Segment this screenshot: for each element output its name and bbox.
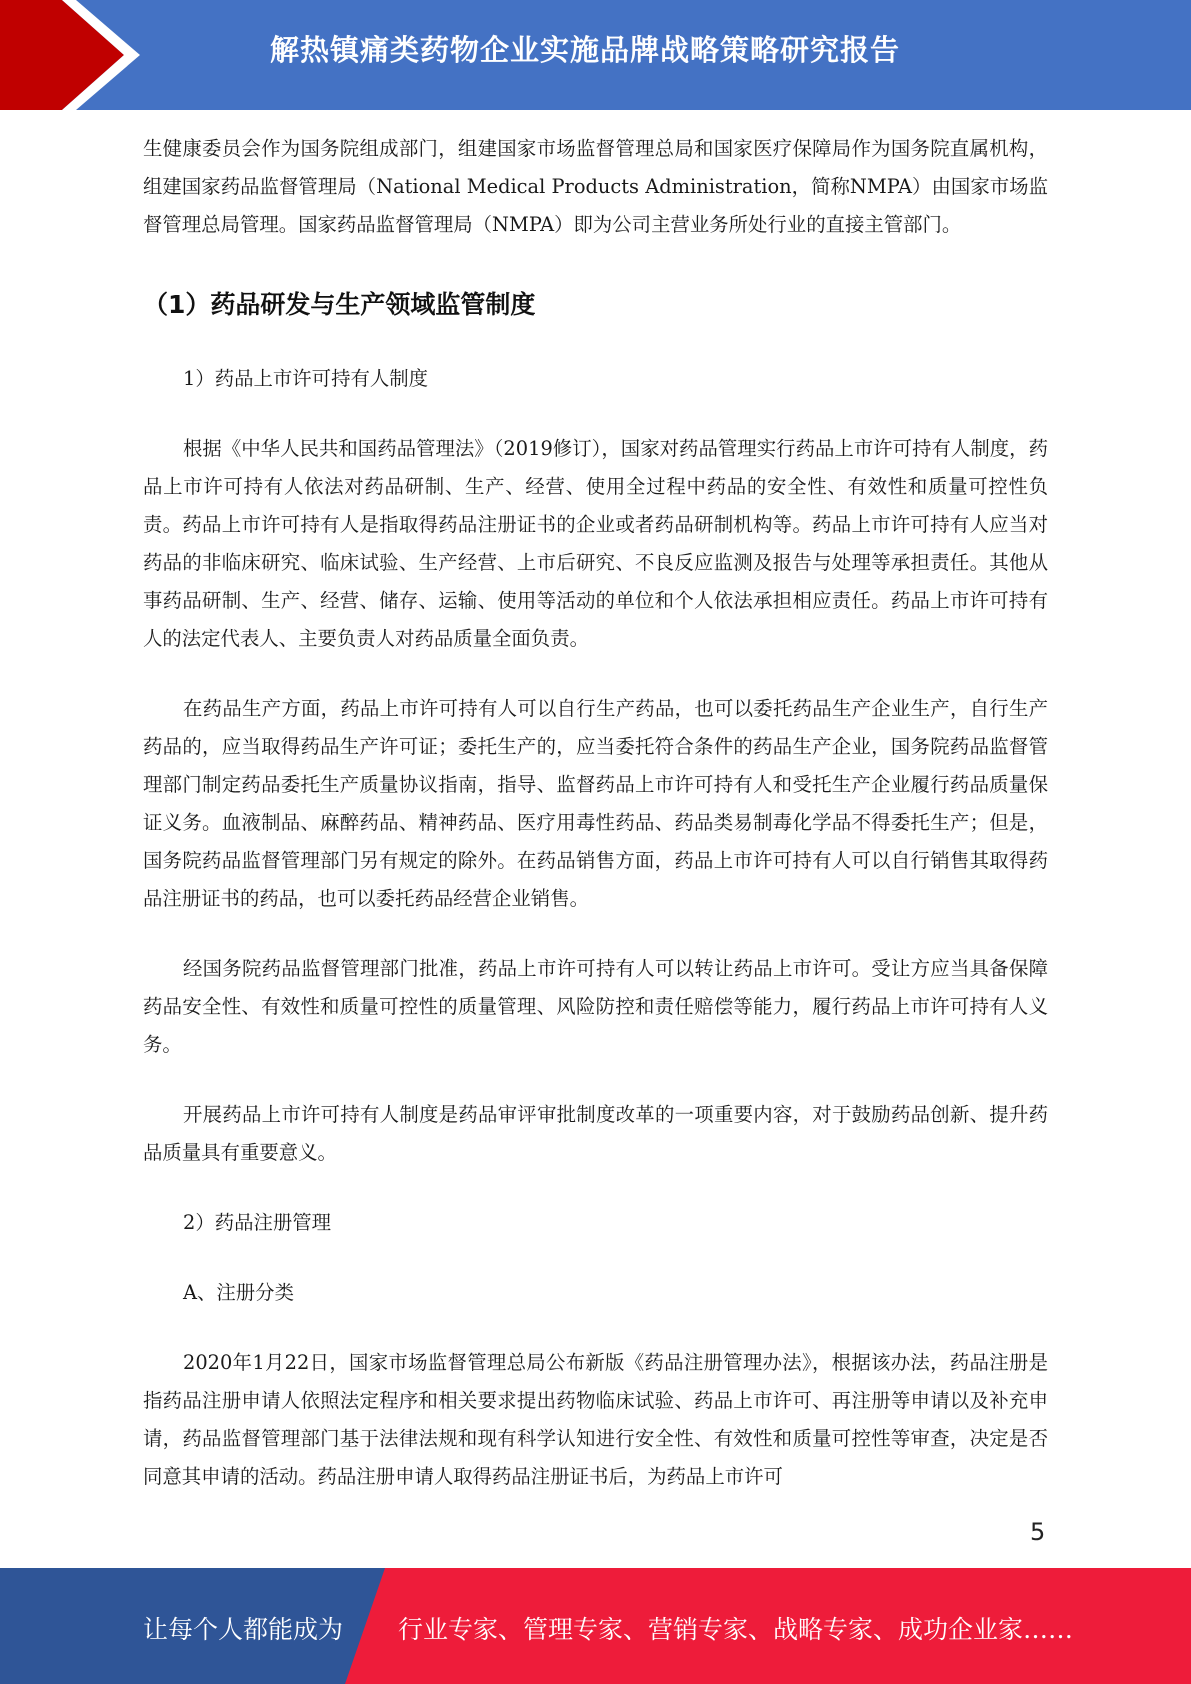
paragraph-5: 2020年1月22日，国家市场监督管理总局公布新版《药品注册管理办法》，根据该办法，药品注册是指药品注册申请人依照法定程序和相关要求提出药物临床试验、药品上市许可、再注册等申请以及补充申请，药品监督管理部门基于法律法规和现有科学认知进行安全性、有效性和质量可控性等审查，决定是否同意其申请的活动。药品注册申请人取得药品注册证书后，为药品上市许可 [143,1351,1048,1488]
intro-paragraph: 生健康委员会作为国务院组成部门，组建国家市场监督管理总局和国家医疗保障局作为国务院直属机构，组建国家药品监督管理局（National Medical Products Administration，简称NMPA）由国家市场监督管理总局管理。国家药品监督管理局（NMPA）即为公司主营业务所处行业的直接主管部门。 [143,137,1048,236]
paragraph-4: 开展药品上市许可持有人制度是药品审评审批制度改革的一项重要内容，对于鼓励药品创新、提升药品质量具有重要意义。 [143,1103,1048,1164]
footer-slogan-right: 行业专家、管理专家、营销专家、战略专家、成功企业家…… [398,1615,1074,1644]
document-body [143,130,1048,1496]
page-header [0,0,1191,110]
header-title: 解热镇痛类药物企业实施品牌战略策略研究报告 [270,33,901,67]
header-arrow-decoration [0,0,160,110]
subheading-1: 1）药品上市许可持有人制度 [183,367,429,390]
paragraph-1: 根据《中华人民共和国药品管理法》（2019修订），国家对药品管理实行药品上市许可持有人制度，药品上市许可持有人依法对药品研制、生产、经营、使用全过程中药品的安全性、有效性和质量可控性负责。药品上市许可持有人是指取得药品注册证书的企业或者药品研制机构等。药品上市许可持有人应当对药品的非临床研究、临床试验、生产经营、上市后研究、不良反应监测及报告与处理等承担责任。其他从事药品研制、生产、经营、储存、运输、使用等活动的单位和个人依法承担相应责任。药品上市许可持有人的法定代表人、主要负责人对药品质量全面负责。 [143,437,1048,650]
section-heading: （1）药品研发与生产领域监管制度 [143,290,536,319]
paragraph-3: 经国务院药品监督管理部门批准，药品上市许可持有人可以转让药品上市许可。受让方应当具备保障药品安全性、有效性和质量可控性的质量管理、风险防控和责任赔偿等能力，履行药品上市许可持有人义务。 [143,957,1048,1056]
subheading-3: A、注册分类 [183,1281,294,1304]
footer-slogan-left: 让每个人都能成为 [143,1615,344,1644]
page-footer [0,1568,1191,1684]
paragraph-2: 在药品生产方面，药品上市许可持有人可以自行生产药品，也可以委托药品生产企业生产，自行生产药品的，应当取得药品生产许可证；委托生产的，应当委托符合条件的药品生产企业，国务院药品监督管理部门制定药品委托生产质量协议指南，指导、监督药品上市许可持有人和受托生产企业履行药品质量保证义务。血液制品、麻醉药品、精神药品、医疗用毒性药品、药品类易制毒化学品不得委托生产；但是，国务院药品监督管理部门另有规定的除外。在药品销售方面，药品上市许可持有人可以自行销售其取得药品注册证书的药品，也可以委托药品经营企业销售。 [143,697,1048,910]
page-number: 5 [1030,1518,1046,1546]
subheading-2: 2）药品注册管理 [183,1211,332,1234]
